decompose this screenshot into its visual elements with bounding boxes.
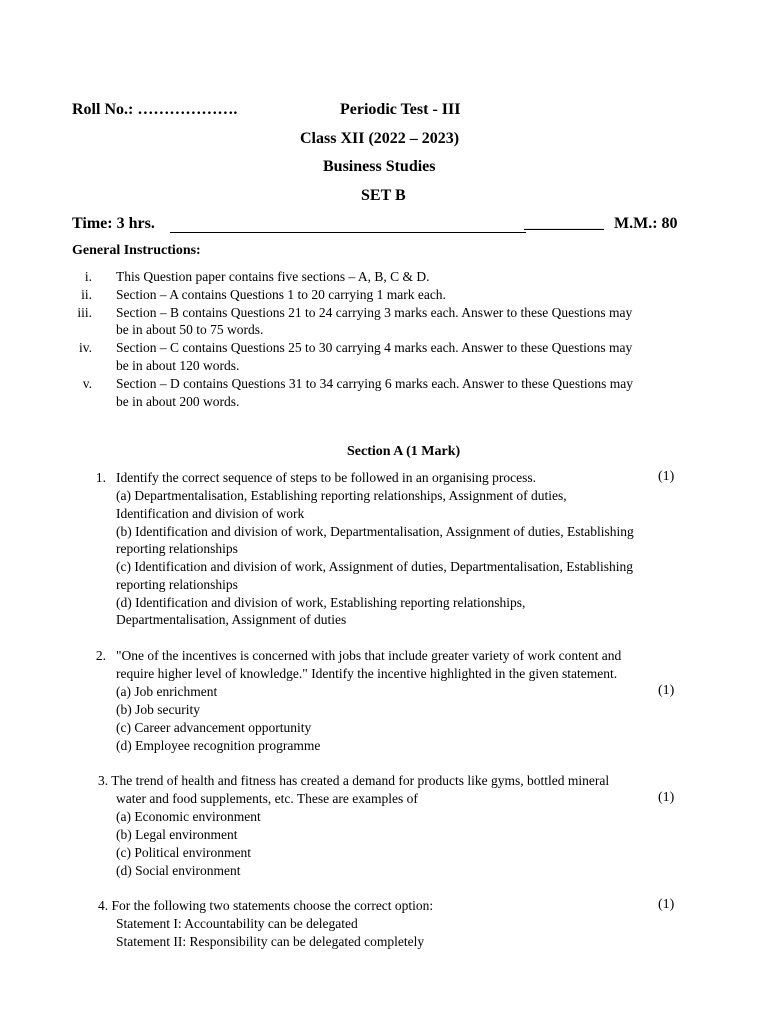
class-line: Class XII (2022 – 2023) — [300, 130, 460, 147]
option-line: (b) Identification and division of work, Departmentalisation, Assignment of duties, Establishing — [116, 524, 634, 539]
option-line: (b) Legal environment — [116, 827, 238, 842]
question-marks: (1) — [658, 897, 675, 912]
option-line: (a) Economic environment — [116, 809, 261, 824]
option-line: (c) Identification and division of work, Assignment of duties, Departmentalisation, Establishing — [116, 559, 634, 574]
question-stem: water and food supplements, etc. These are examples of — [116, 791, 418, 806]
question-number: 2. — [95, 648, 106, 663]
statement-line: Statement II: Responsibility can be delegated completely — [116, 934, 425, 949]
roll-no: Roll No.: ………………. — [72, 101, 238, 118]
subject: Business Studies — [323, 158, 436, 175]
option-line: Identification and division of work — [116, 506, 305, 521]
question-stem: 4. For the following two statements choose the correct option: — [98, 898, 434, 913]
question-stem: "One of the incentives is concerned with jobs that include greater variety of work content and — [116, 648, 622, 663]
option-line: (a) Departmentalisation, Establishing reporting relationships, Assignment of duties, — [116, 488, 567, 503]
option-line: (b) Job security — [116, 702, 200, 717]
test-name: Periodic Test - III — [340, 101, 461, 118]
blank-line: __________ — [524, 215, 604, 232]
max-marks: M.M.: 80 — [614, 215, 678, 232]
set-label: SET B — [361, 187, 406, 204]
question-stem: Identify the correct sequence of steps to be followed in an organising process. — [116, 470, 536, 485]
option-line: reporting relationships — [116, 541, 238, 556]
question-marks: (1) — [658, 683, 675, 698]
question-stem: 3. The trend of health and fitness has created a demand for products like gyms, bottled mineral — [98, 773, 610, 788]
question-stem: require higher level of knowledge." Identify the incentive highlighted in the given statement. — [116, 666, 618, 681]
question-marks: (1) — [658, 469, 675, 484]
question-number: 1. — [95, 470, 106, 485]
option-line: (a) Job enrichment — [116, 684, 218, 699]
header-rule — [170, 232, 526, 233]
question-marks: (1) — [658, 790, 675, 805]
option-line: (d) Employee recognition programme — [116, 738, 321, 753]
time-label: Time: 3 hrs. — [72, 215, 155, 232]
option-line: (d) Social environment — [116, 863, 241, 878]
option-line: (d) Identification and division of work, Establishing reporting relationships, — [116, 595, 526, 610]
option-line: Departmentalisation, Assignment of duties — [116, 612, 347, 627]
option-line: (c) Political environment — [116, 845, 251, 860]
statement-line: Statement I: Accountability can be delegated — [116, 916, 358, 931]
option-line: (c) Career advancement opportunity — [116, 720, 312, 735]
section-a-title: Section A (1 Mark) — [347, 444, 461, 459]
instructions-title: General Instructions: — [72, 243, 201, 258]
option-line: reporting relationships — [116, 577, 238, 592]
